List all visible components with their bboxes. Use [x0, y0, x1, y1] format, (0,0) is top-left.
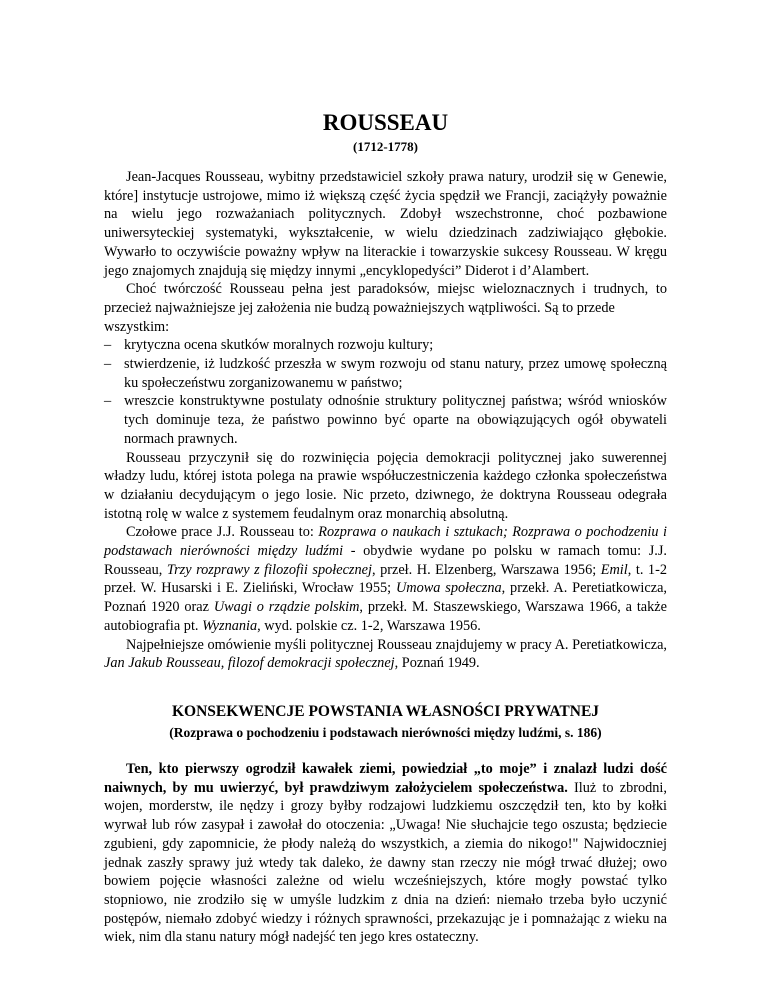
section-subheading: (Rozprawa o pochodzeniu i podstawach nierówności między ludźmi, s. 186) [169, 724, 602, 740]
text-span: Najpełniejsze omówienie myśli politycznej Rousseau znajdujemy w pracy A. Peretiatkowicza, [126, 636, 667, 653]
paragraph-main-ideas-continued: wszystkim: [104, 318, 170, 335]
paragraph-works [104, 523, 667, 635]
paragraph-main-ideas: Choć twórczość Rousseau pełna jest paradoksów, miejsc wieloznacznych i trudnych, to przecież najważniejsze jej założenia nie budzą poważniejszych wątpliwości. Są to przede [104, 281, 667, 316]
work-title: Uwagi o rządzie polskim [213, 599, 360, 616]
list-item: – krytyczna ocena skutków moralnych rozwoju kultury; [104, 336, 667, 355]
text-span: , przeł. H. Elzenberg, Warszawa 1956; [371, 561, 601, 578]
text-span: Czołowe prace J.J. Rousseau to: [126, 524, 319, 541]
paragraph-quote [104, 760, 667, 947]
page-title: ROUSSEAU [322, 110, 449, 135]
work-title: Wyznania [202, 617, 258, 634]
work-title: Umowa społeczna [395, 580, 502, 597]
text-span: , przekł. A. Peretiatkowicza, Poznań 1920 oraz [104, 580, 667, 616]
paragraph-democracy: Rousseau przyczynił się do rozwinięcia pojęcia demokracji politycznej jako suwerennej władzy ludu, której istota polega na prawie współuczestniczenia każdego członka społeczeństwa w działaniu decydującym o jego losie. Nic przeto, dziwnego, że doktryna Rousseau odegrała istotną rolę w walce z systemem feudalnym oraz monarchią absolutną. [104, 449, 667, 522]
text-span: , t. 1-2 przeł. W. Husarski i E. Zieliński, Wrocław 1955; [104, 561, 667, 597]
list-item: – wreszcie konstruktywne postulaty odnośnie struktury politycznej państwa; wśród wniosków tych dominuje teza, że państwo powinno być oparte na obowiązujących ogół obywateli normach prawnych. [104, 392, 667, 448]
main-ideas-list [104, 336, 667, 448]
text-span: , przekł. M. Staszewskiego, Warszawa 1966, a także autobiografia pt. [104, 599, 667, 634]
work-title: Emil [600, 561, 628, 578]
work-title: Trzy rozprawy z filozofii społecznej [166, 561, 372, 578]
life-dates: (1712-1778) [353, 139, 418, 154]
text-span: Iluż to zbrodni, wojen, morderstw, ile nędzy i grozy byłby rodzajowi ludzkiemu oszczędził ten, kto by kołki wyrwał lub rów zasypał i zawołał do otoczenia: „Uwaga! Nie słuchajcie tego oszusta; będziecie zgubieni, gdy zapomnicie, że płody należą do wszystkich, a ziemia do nikogo!" Najwidoczniej jednak zaszły sprawy już wtedy tak daleko, że dawny stan rzeczy nie mógł trwać dłużej; owo bowiem pojęcie własności zależne od wielu wcześniejszych, które mogły powstać tylko stopniowo, nie zrodziło się w umyśle ludzkim z dnia na dzień: niemało trzeba było uczynić postępów, niemało zdobyć wiedzy i różnych sprawności, przekazując je i pomnażając z wieku na wiek, nim dla stanu natury mógł nadejść ten jego kres ostateczny. [104, 779, 667, 946]
text-span: , Poznań 1949. [394, 655, 480, 672]
section-heading: KONSEKWENCJE POWSTANIA WŁASNOŚCI PRYWATNEJ [171, 702, 600, 720]
work-title: Jan Jakub Rousseau, filozof demokracji społecznej [104, 655, 395, 672]
paragraph-biography: Jean-Jacques Rousseau, wybitny przedstawiciel szkoły prawa natury, urodził się w Genewie, które] instytucje ustrojowe, mimo iż większą część życia spędził we Francji, zaciążyły poważnie na wielu jego rozważaniach politycznych. Zdobył wszechstronne, choć pozbawione uniwersyteckiej systematyki, wykształcenie, w wielu dziedzinach zadziwiająco głębokie. Wywarło to oczywiście poważny wpływ na literackie i towarzyskie sukcesy Rousseau. W kręgu jego znajomych znajdują się między innymi „encyklopedyści” Diderot i d’Alambert. [104, 169, 667, 279]
list-item: – stwierdzenie, iż ludzkość przeszła w swym rozwoju od stanu natury, przez umowę społeczną ku społeczeństwu zorganizowanemu w państwo; [104, 355, 667, 392]
work-title: Rozprawa o naukach i sztukach; Rozprawa o pochodzeniu i podstawach nierówności między ludźmi [104, 524, 667, 560]
text-span: - obydwie wydane po polsku w ramach tomu: J.J. Rousseau, [104, 543, 667, 578]
document-page [104, 0, 667, 947]
paragraph-literature [104, 636, 667, 673]
quote-bold-text: Ten, kto pierwszy ogrodził kawałek ziemi, powiedział „to moje” i znalazł ludzi dość naiwnych, by mu uwierzyć, był prawdziwym założycielem społeczeństwa. [104, 760, 667, 796]
text-span: , wyd. polskie cz. 1-2, Warszawa 1956. [257, 617, 481, 634]
